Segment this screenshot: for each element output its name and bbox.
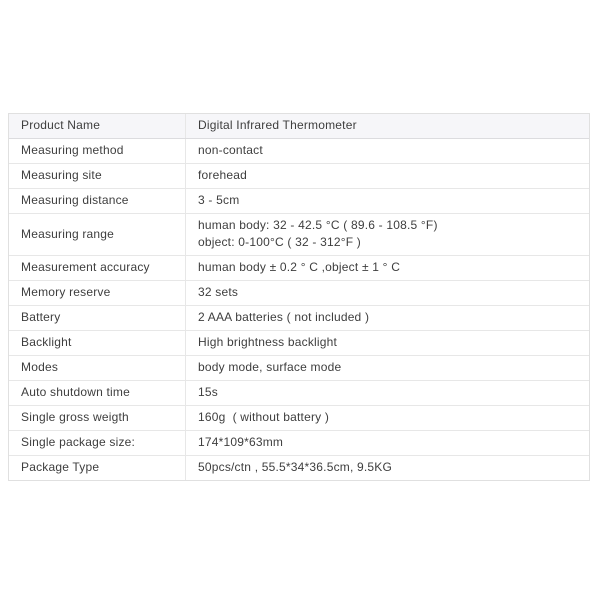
spec-label: Single gross weigth xyxy=(9,406,186,430)
spec-label: Measuring range xyxy=(9,214,186,255)
spec-label: Battery xyxy=(9,306,186,330)
spec-label: Measuring method xyxy=(9,139,186,163)
spec-value xyxy=(186,406,589,430)
spec-value xyxy=(186,281,589,305)
spec-value xyxy=(186,306,589,330)
spec-row xyxy=(9,331,589,356)
spec-row xyxy=(9,431,589,456)
spec-value-line: human body: 32 - 42.5 °C ( 89.6 - 108.5 °F) xyxy=(198,218,438,232)
spec-value-line: 50pcs/ctn , 55.5*34*36.5cm, 9.5KG xyxy=(198,460,393,474)
spec-value-line: forehead xyxy=(198,168,247,182)
spec-row xyxy=(9,381,589,406)
spec-value-line: 160g ( without battery ) xyxy=(198,410,330,424)
spec-label: Memory reserve xyxy=(9,281,186,305)
spec-value-line: High brightness backlight xyxy=(198,335,338,349)
spec-label: Package Type xyxy=(9,456,186,480)
spec-value-line: body mode, surface mode xyxy=(198,360,342,374)
spec-value xyxy=(186,164,589,188)
spec-label: Auto shutdown time xyxy=(9,381,186,405)
spec-row xyxy=(9,356,589,381)
spec-value xyxy=(186,381,589,405)
spec-row xyxy=(9,114,589,139)
spec-value-line: 32 sets xyxy=(198,285,239,299)
spec-value xyxy=(186,189,589,213)
spec-row xyxy=(9,139,589,164)
spec-row xyxy=(9,406,589,431)
spec-row xyxy=(9,214,589,256)
spec-label: Measuring site xyxy=(9,164,186,188)
spec-value xyxy=(186,356,589,380)
spec-row xyxy=(9,256,589,281)
spec-row xyxy=(9,189,589,214)
spec-row xyxy=(9,164,589,189)
spec-label: Single package size: xyxy=(9,431,186,455)
spec-value xyxy=(186,456,589,480)
spec-label: Modes xyxy=(9,356,186,380)
spec-label: Product Name xyxy=(9,114,186,138)
spec-label: Backlight xyxy=(9,331,186,355)
spec-value-line: Digital Infrared Thermometer xyxy=(198,118,357,132)
spec-row xyxy=(9,306,589,331)
spec-value-line: 3 - 5cm xyxy=(198,193,240,207)
spec-value xyxy=(186,114,589,138)
product-spec-table xyxy=(8,113,590,481)
spec-value xyxy=(186,256,589,280)
spec-row xyxy=(9,281,589,306)
spec-value-line: non-contact xyxy=(198,143,263,157)
spec-value xyxy=(186,331,589,355)
spec-value-line: 15s xyxy=(198,385,218,399)
spec-value-line: human body ± 0.2 ° C ,object ± 1 ° C xyxy=(198,260,401,274)
spec-value-line: object: 0-100°C ( 32 - 312°F ) xyxy=(198,235,362,249)
spec-label: Measurement accuracy xyxy=(9,256,186,280)
spec-label: Measuring distance xyxy=(9,189,186,213)
spec-row xyxy=(9,456,589,480)
spec-value xyxy=(186,139,589,163)
spec-value xyxy=(186,431,589,455)
spec-value-line: 2 AAA batteries ( not included ) xyxy=(198,310,370,324)
spec-value xyxy=(186,214,589,255)
spec-value-line: 174*109*63mm xyxy=(198,435,284,449)
